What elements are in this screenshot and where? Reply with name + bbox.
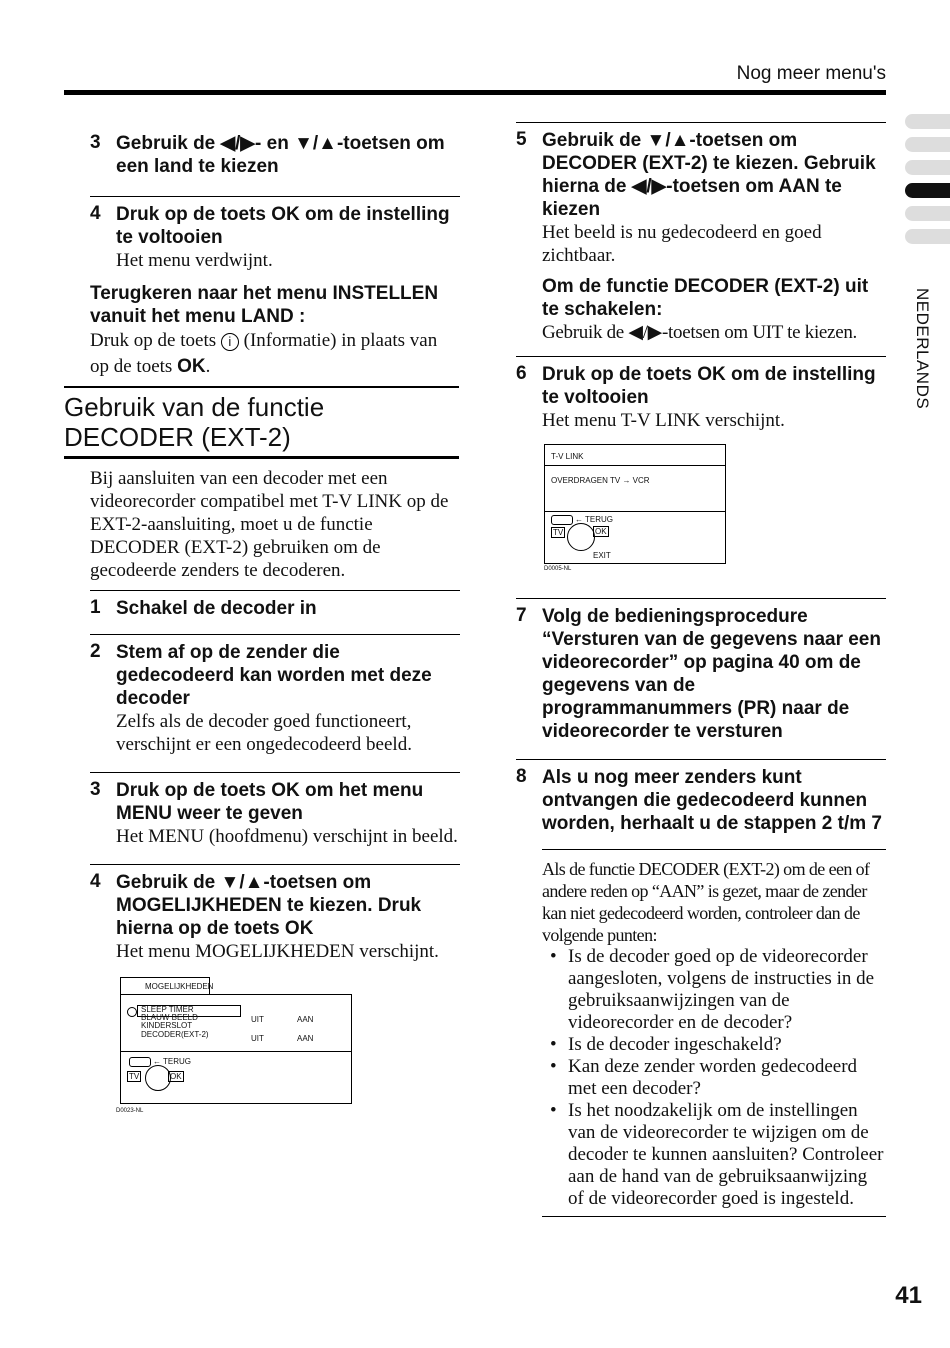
step-2: 2 Stem af op de zender die gedecodeerd kan worden met deze decoder Zelfs als de decoder goed functioneert, verschijnt er een ongedecodeerd beeld. xyxy=(90,641,432,755)
note-bullet: • Is de decoder ingeschakeld? xyxy=(542,1034,886,1056)
tvlink-screen: T-V LINK OVERDRAGEN TV → VCR ← TERUG TV OK EXIT D0005-NL xyxy=(544,444,728,576)
step-4-confirm: 4 Druk op de toets OK om de instelling te voltooien Het menu verdwijnt. xyxy=(90,203,450,271)
step-7: 7 Volg de bedieningsprocedure “Versturen van de gegevens naar een videorecorder” op pagina 40 om de gegevens van de programmanummers (PR) naar de videorecorder te versturen xyxy=(516,605,881,742)
header-rule xyxy=(64,90,886,95)
step-4-options: 4 Gebruik de ▼/▲-toetsen om MOGELIJKHEDEN te kiezen. Druk hierna op de toets OK Het menu MOGELIJKHEDEN verschijnt. xyxy=(90,871,439,962)
intro-text: Bij aansluiten van een decoder met een videorecorder compatibel met T-V LINK op de EXT-2-aansluiting, moet u de functie DECODER (EXT-2) gebruiken om de gecodeerde zenders te decoderen. xyxy=(90,468,449,581)
step-1: 1 Schakel de decoder in xyxy=(90,597,317,619)
step-3-menu: 3 Druk op de toets OK om het menu MENU weer te geven Het MENU (hoofdmenu) verschijnt in beeld. xyxy=(90,779,458,847)
chapter-tabs xyxy=(905,114,950,252)
options-tab: MOGELIJKHEDEN xyxy=(120,977,210,994)
options-menu-screen: MOGELIJKHEDEN SLEEP TIMER BLAUW BEELD KINDERSLOT DECODER(EXT-2) UIT AAN UIT AAN ← TERUG TV OK D0023-NL xyxy=(116,977,352,1117)
left-bottom xyxy=(90,467,460,1117)
off-title: Om de functie DECODER (EXT-2) uit te schakelen: xyxy=(542,276,869,320)
return-title: Terugkeren naar het menu INSTELLEN vanuit het menu LAND : xyxy=(90,283,439,327)
step-8: 8 Als u nog meer zenders kunt ontvangen die gedecodeerd kunnen worden, herhaalt u de stappen 2 t/m 7 xyxy=(516,766,882,834)
step-5: 5 Gebruik de ▼/▲-toetsen om DECODER (EXT-2) te kiezen. Gebruik hierna de ◀/▶-toetsen om AAN te kiezen Het beeld is nu gedecodeerd en goed zichtbaar. xyxy=(516,129,876,266)
note-bullet: • Is de decoder goed op de videorecorder aangesloten, volgens de instructies in de gebruiksaanwijzingen van de videorecorder en de decoder? xyxy=(542,946,886,1034)
language-tab: NEDERLANDS xyxy=(913,288,932,410)
note-intro: Als de functie DECODER (EXT-2) om de een of andere reden op “AAN” is gezet, maar de zender kan niet gedecodeerd worden, controleer dan de volgende punten: xyxy=(542,859,870,945)
note-bullet: • Kan deze zender worden gedecodeerd met een decoder? xyxy=(542,1056,886,1100)
note-bullet: • Is het noodzakelijk om de instellingen van de videorecorder te wijzigen om de decoder te kunnen aansluiten? Controleer aan de hand van de gebruiksaanwijzing of de videorecorder goed is ingesteld. xyxy=(542,1100,886,1210)
step-6: 6 Druk op de toets OK om de instelling te voltooien Het menu T-V LINK verschijnt. xyxy=(516,363,876,431)
return-body: Druk op de toets i (Informatie) in plaats van op de toets OK. xyxy=(90,330,438,377)
page-number: 41 xyxy=(895,1282,922,1309)
info-icon: i xyxy=(221,333,239,351)
left-top xyxy=(90,126,460,380)
note-box xyxy=(542,849,886,1217)
off-body: Gebruik de ◀/▶-toetsen om UIT te kiezen. xyxy=(542,322,857,343)
running-header: Nog meer menu's xyxy=(736,63,886,84)
section-heading: Gebruik van de functie DECODER (EXT-2) xyxy=(64,386,459,459)
step-3-country: 3 Gebruik de ◀/▶- en ▼/▲-toetsen om een land te kiezen xyxy=(90,132,445,177)
right-column xyxy=(516,122,886,1217)
